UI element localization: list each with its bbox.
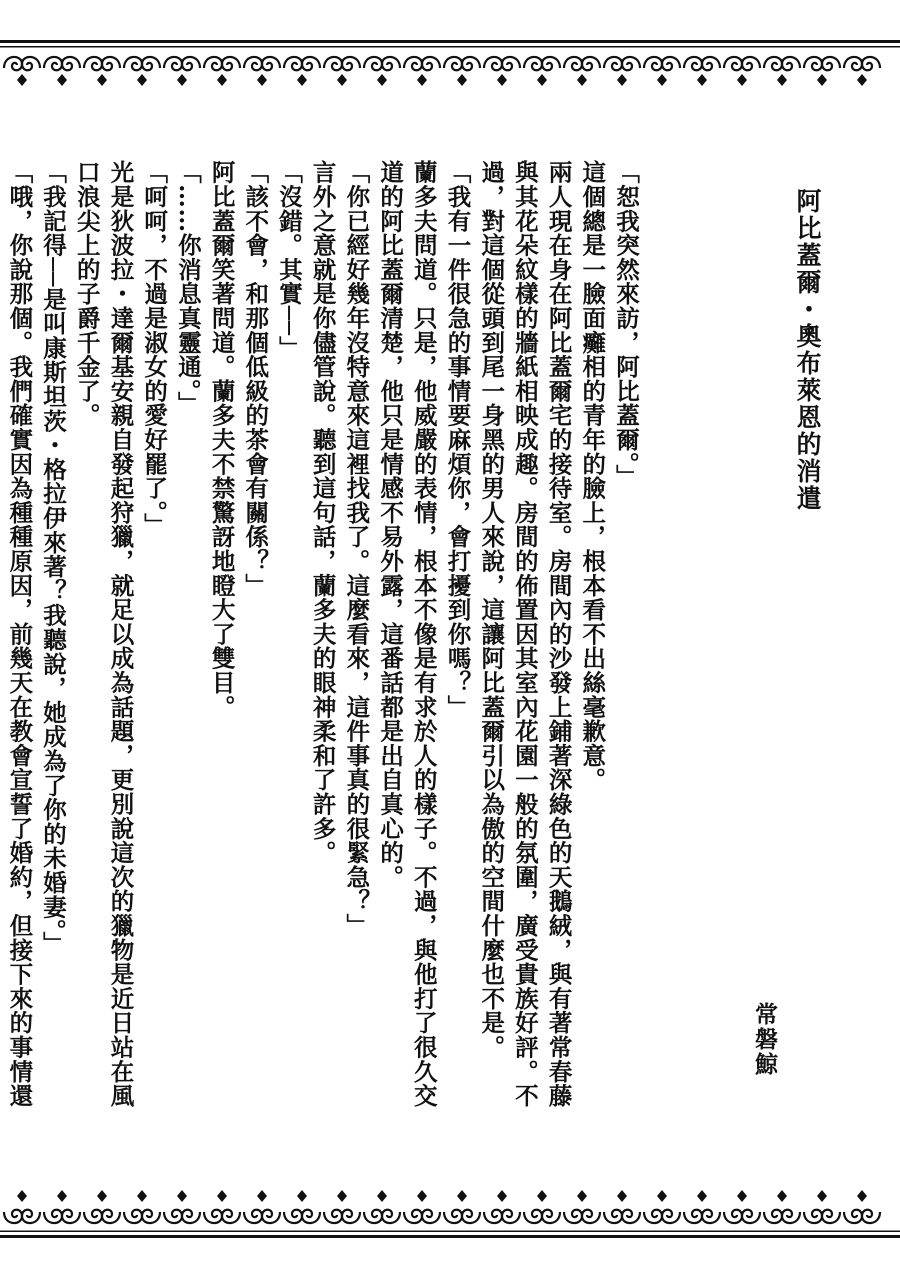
bottom-ornamental-border	[0, 1188, 900, 1278]
paragraph: 「哦，你說那個。我們確實因為種種原因，前幾天在教會宣誓了婚約，但接下來的事情還	[5, 160, 34, 1108]
top-ornamental-border	[0, 0, 900, 90]
bottom-scroll-ornament	[0, 1188, 900, 1278]
paragraph: 「你已經好幾年沒特意來這裡找我了。這麼看來，這件事真的很緊急？」	[342, 160, 371, 938]
paragraph: 「恕我突然來訪，阿比蓋爾。」	[612, 160, 640, 489]
paragraph: 「我有一件很急的事情要麻煩你，會打擾到你嗎？」	[443, 160, 472, 719]
paragraph: 阿比蓋爾笑著問道。蘭多夫不禁驚訝地瞪大了雙目。	[207, 160, 236, 719]
paragraph: 「該不會，和那個低級的茶會有關係？」	[241, 160, 270, 598]
paragraph: 蘭多夫問道。只是，他威嚴的表情，根本不像是有求於人的樣子。不過，與他打了很久交道的阿比蓋爾清楚，他只是情感不易外露，這番話都是出自真心的。	[376, 160, 438, 1108]
paragraph: 「呵呵，不過是淑女的愛好罷了。」	[140, 160, 169, 538]
top-scroll-ornament	[0, 0, 900, 90]
story-body	[5, 160, 642, 1130]
paragraph: 「沒錯。其實──」	[274, 160, 303, 360]
paragraph: 光是狄波拉・達爾基安親自發起狩獵，就足以成為話題，更別說這次的獵物是近日站在風口浪尖上的子爵千金了。	[72, 160, 135, 1108]
paragraph: 兩人現在身在阿比蓋爾宅的接待室。房間內的沙發上鋪著深綠色的天鵝絨，與有著常春藤與其花朵紋樣的牆紙相映成趣。房間的佈置因其室內花園一般的氛圍，廣受貴族好評。不過，對這個從頭到尾一身黑的男人來說，這讓阿比蓋爾引以為傲的空間什麼也不是。	[477, 160, 573, 1108]
paragraph: 這個總是一臉面癱相的青年的臉上，根本看不出絲毫歉意。	[578, 160, 607, 792]
paragraph: 「……你消息真靈通。」	[173, 160, 202, 416]
story-title: 阿比蓋爾・奧布萊恩的消遣	[793, 188, 822, 512]
author-name: 常磐鯨	[751, 1002, 778, 1077]
paragraph: 「我記得──是叫康斯坦茨・格拉伊來著？我聽說，她成為了你的未婚妻。」	[39, 160, 68, 956]
paragraph: 言外之意就是你儘管說。聽到這句話，蘭多夫的眼神柔和了許多。	[308, 160, 337, 865]
